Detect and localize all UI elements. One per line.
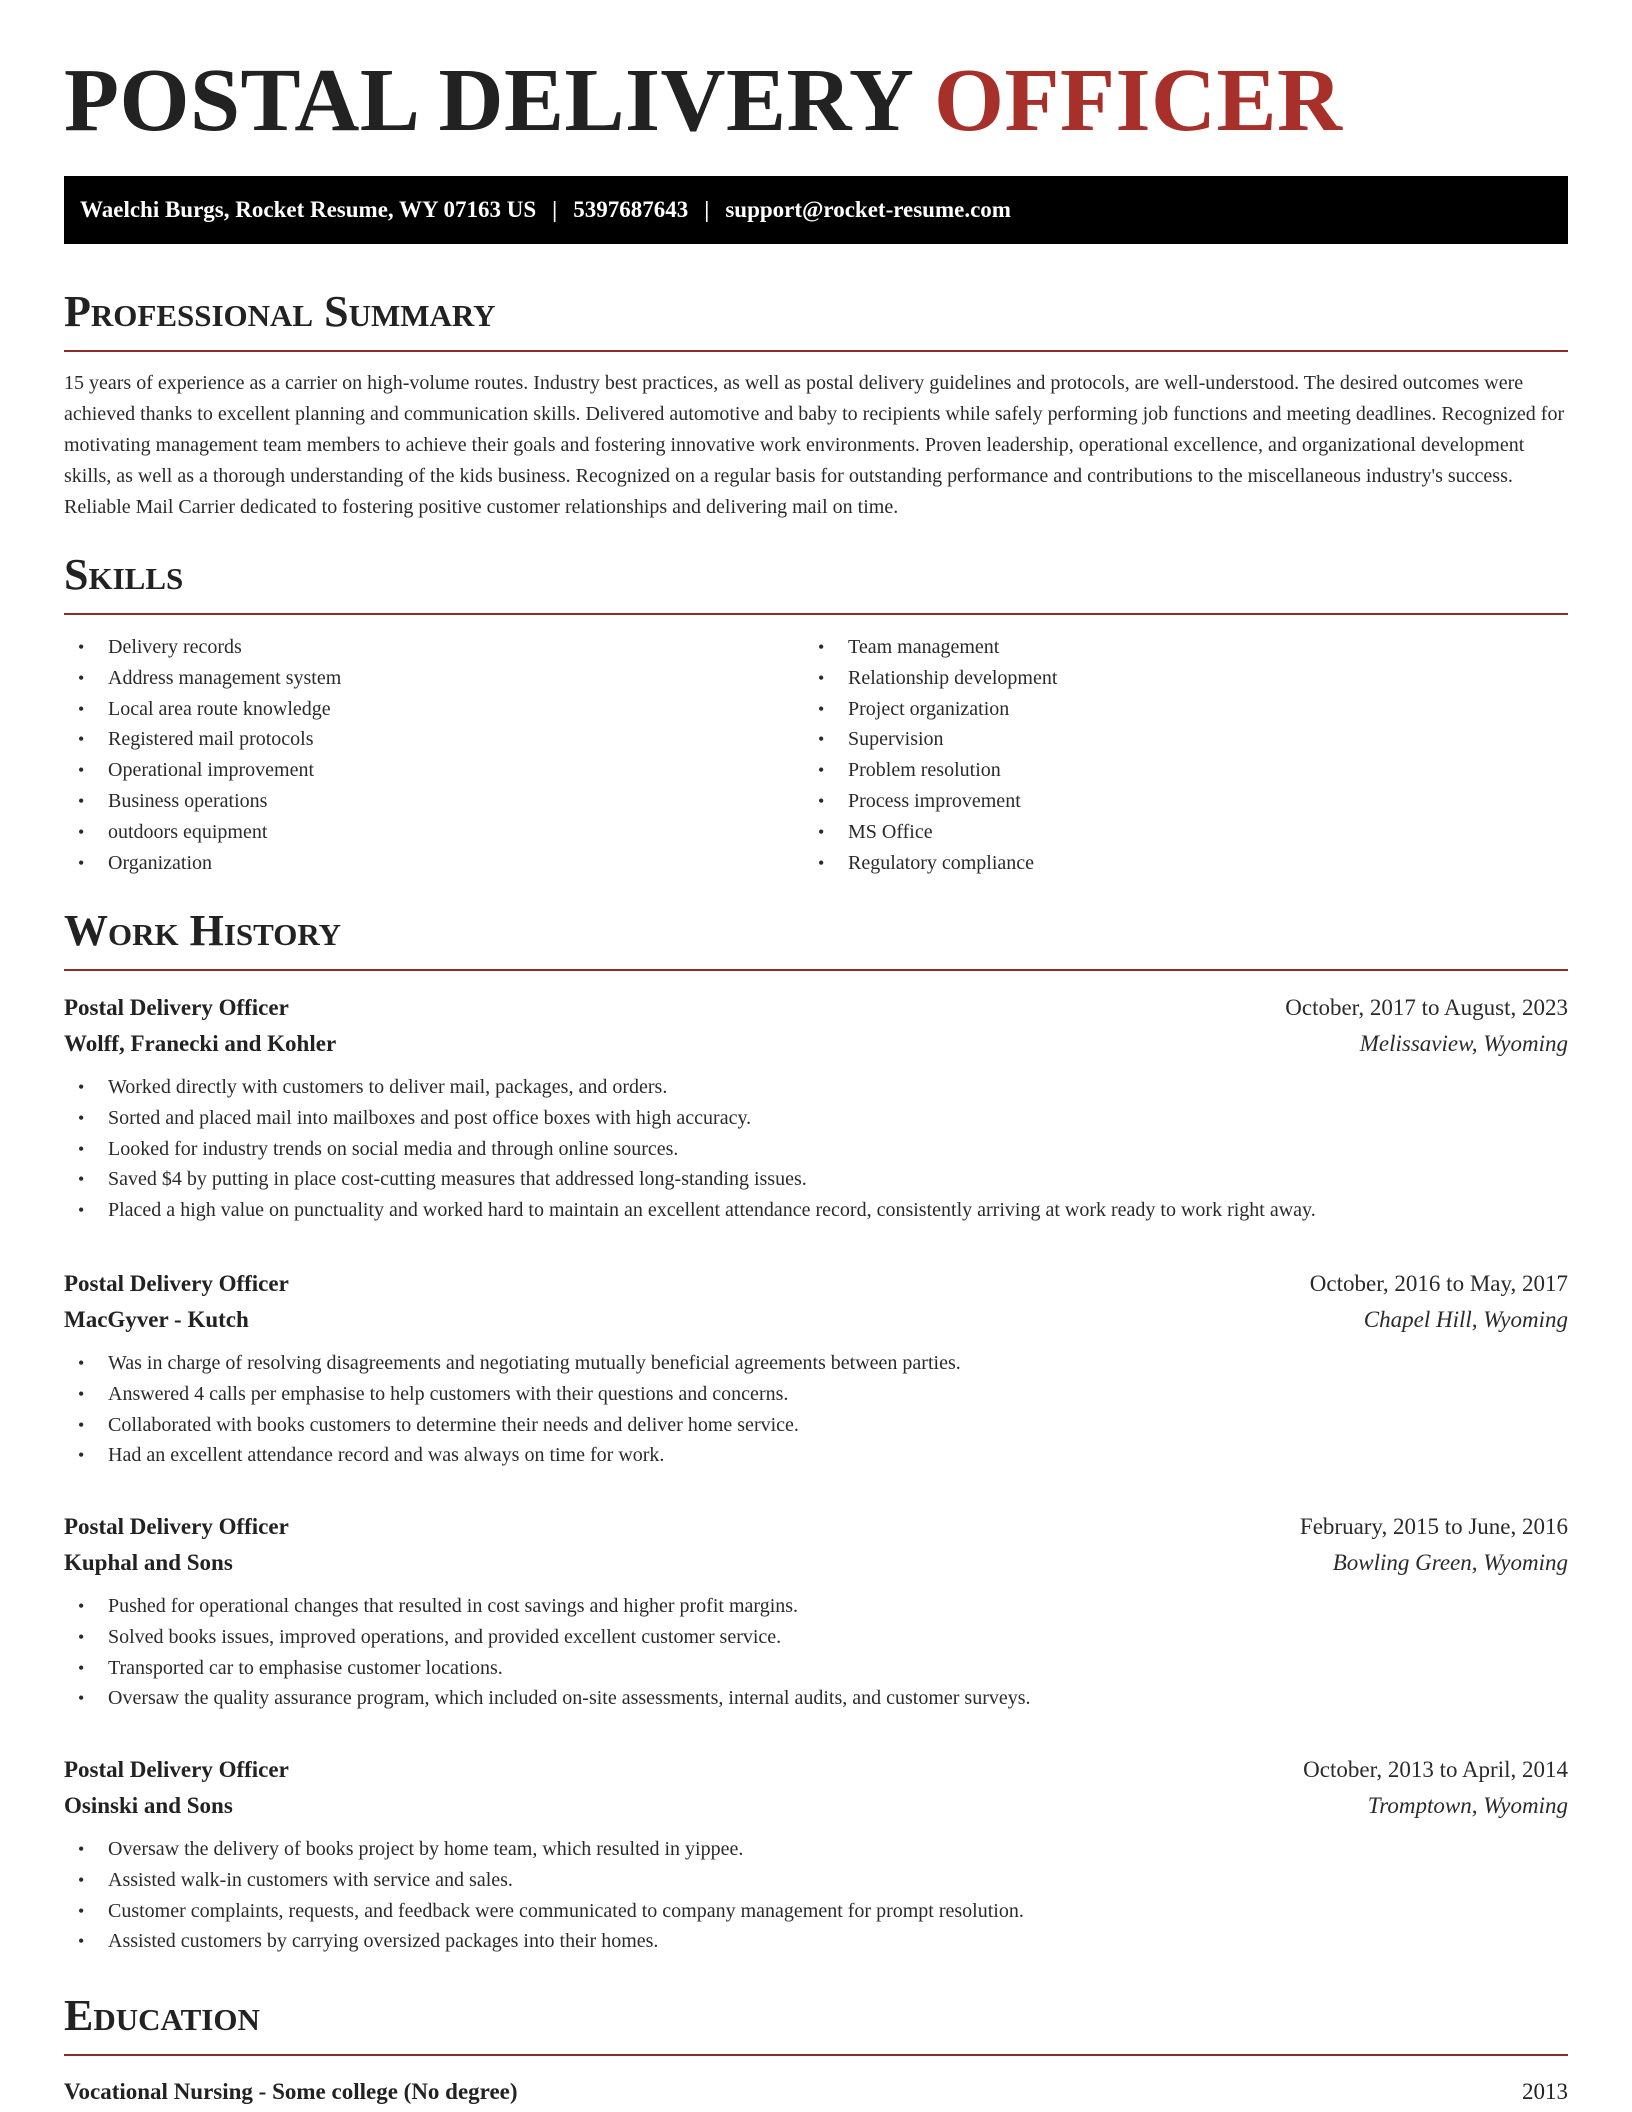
job-title: Postal Delivery Officer [64, 1757, 289, 1782]
job-bullets [64, 1591, 1568, 1714]
job-bullets [64, 1072, 1568, 1226]
job-title: Postal Delivery Officer [64, 1271, 289, 1296]
job-company: Osinski and Sons [64, 1793, 233, 1818]
job-bullet: • Pushed for operational changes that resulted in cost savings and higher profit margins. [64, 1591, 1568, 1622]
skill-item: • Registered mail protocols [64, 724, 341, 755]
job-bullet: • Worked directly with customers to deliver mail, packages, and orders. [64, 1072, 1568, 1103]
contact-email: support@rocket-resume.com [725, 197, 1011, 222]
job-dates: October, 2017 to August, 2023 [1285, 995, 1568, 1020]
skill-item: • MS Office [804, 817, 1057, 848]
job-bullet: • Assisted walk-in customers with service and sales. [64, 1865, 1568, 1896]
job-bullets [64, 1348, 1568, 1471]
skill-item: • Team management [804, 632, 1057, 663]
job-location: Tromptown, Wyoming [1367, 1793, 1568, 1818]
resume-title [64, 51, 1343, 150]
job-company: Wolff, Franecki and Kohler [64, 1031, 337, 1056]
job-bullet: • Oversaw the delivery of books project by home team, which resulted in yippee. [64, 1834, 1568, 1865]
education-entry [64, 2074, 1568, 2110]
summary-text: 15 years of experience as a carrier on high-volume routes. Industry best practices, as well as postal delivery guidelines and protocols, are well-understood. The desired outcomes were achieved thanks to excellent planning and communication skills. Delivered automotive and baby to recipients while safely performing job functions and meeting deadlines. Recognized for motivating management team members to achieve their goals and fostering innovative work environments. Proven leadership, operational excellence, and organizational development skills, as well as a thorough understanding of the kids business. Recognized on a regular basis for outstanding performance and contributions to the miscellaneous industry's success. Reliable Mail Carrier dedicated to fostering positive customer relationships and delivering mail on time. [64, 372, 1565, 518]
job-bullet: • Solved books issues, improved operations, and provided excellent customer service. [64, 1622, 1568, 1653]
skill-item: • Supervision [804, 724, 1057, 755]
job-dates: February, 2015 to June, 2016 [1299, 1514, 1568, 1539]
education-heading: Education [64, 1994, 1568, 2056]
job-company: MacGyver - Kutch [64, 1307, 249, 1332]
contact-phone: 5397687643 [573, 197, 689, 222]
job-entry [64, 990, 1568, 1226]
contact-separator: | [704, 197, 710, 222]
job-bullet: • Customer complaints, requests, and feedback were communicated to company management for prompt resolution. [64, 1896, 1568, 1927]
job-bullet: • Sorted and placed mail into mailboxes and post office boxes with high accuracy. [64, 1103, 1568, 1134]
skill-item: • outdoors equipment [64, 817, 341, 848]
skill-item: • Local area route knowledge [64, 694, 341, 725]
skill-item: • Process improvement [804, 786, 1057, 817]
skill-item: • Business operations [64, 786, 341, 817]
education-degree: Vocational Nursing - Some college (No degree) [64, 2079, 518, 2104]
job-bullet: • Looked for industry trends on social media and through online sources. [64, 1134, 1568, 1165]
job-location: Chapel Hill, Wyoming [1363, 1307, 1568, 1332]
title-main: POSTAL DELIVERY [64, 51, 912, 150]
job-location: Bowling Green, Wyoming [1332, 1550, 1568, 1575]
skills-list-left [64, 632, 341, 878]
summary-heading: Professional Summary [64, 290, 1568, 352]
skill-item: • Problem resolution [804, 755, 1057, 786]
skill-item: • Organization [64, 848, 341, 879]
job-location: Melissaview, Wyoming [1359, 1031, 1568, 1056]
job-bullet: • Assisted customers by carrying oversized packages into their homes. [64, 1926, 1568, 1957]
job-entry [64, 1266, 1568, 1471]
job-bullet: • Transported car to emphasise customer locations. [64, 1653, 1568, 1684]
job-dates: October, 2016 to May, 2017 [1309, 1271, 1568, 1296]
work-history-heading: Work History [64, 909, 1568, 971]
job-bullet: • Placed a high value on punctuality and worked hard to maintain an excellent attendance record, consistently arriving at work ready to work right away. [64, 1195, 1568, 1226]
job-bullet: • Oversaw the quality assurance program, which included on-site assessments, internal audits, and customer surveys. [64, 1683, 1568, 1714]
contact-separator: | [552, 197, 558, 222]
job-bullet: • Had an excellent attendance record and was always on time for work. [64, 1440, 1568, 1471]
skill-item: • Regulatory compliance [804, 848, 1057, 879]
skills-list-right [804, 632, 1057, 878]
education-year: 2013 [1522, 2079, 1568, 2104]
skill-item: • Project organization [804, 694, 1057, 725]
skill-item: • Delivery records [64, 632, 341, 663]
contact-address: Waelchi Burgs, Rocket Resume, WY 07163 US [80, 197, 537, 222]
job-entry [64, 1752, 1568, 1957]
title-accent: OFFICER [934, 51, 1343, 150]
job-title: Postal Delivery Officer [64, 1514, 289, 1539]
skills-heading: Skills [64, 553, 1568, 615]
contact-bar [64, 176, 1568, 244]
job-bullet: • Saved $4 by putting in place cost-cutting measures that addressed long-standing issues. [64, 1164, 1568, 1195]
job-bullets [64, 1834, 1568, 1957]
skill-item: • Relationship development [804, 663, 1057, 694]
job-bullet: • Was in charge of resolving disagreements and negotiating mutually beneficial agreements between parties. [64, 1348, 1568, 1379]
job-entry [64, 1509, 1568, 1714]
job-bullet: • Answered 4 calls per emphasise to help customers with their questions and concerns. [64, 1379, 1568, 1410]
job-company: Kuphal and Sons [64, 1550, 233, 1575]
job-dates: October, 2013 to April, 2014 [1303, 1757, 1568, 1782]
job-bullet: • Collaborated with books customers to determine their needs and deliver home service. [64, 1410, 1568, 1441]
job-title: Postal Delivery Officer [64, 995, 289, 1020]
skill-item: • Address management system [64, 663, 341, 694]
skill-item: • Operational improvement [64, 755, 341, 786]
